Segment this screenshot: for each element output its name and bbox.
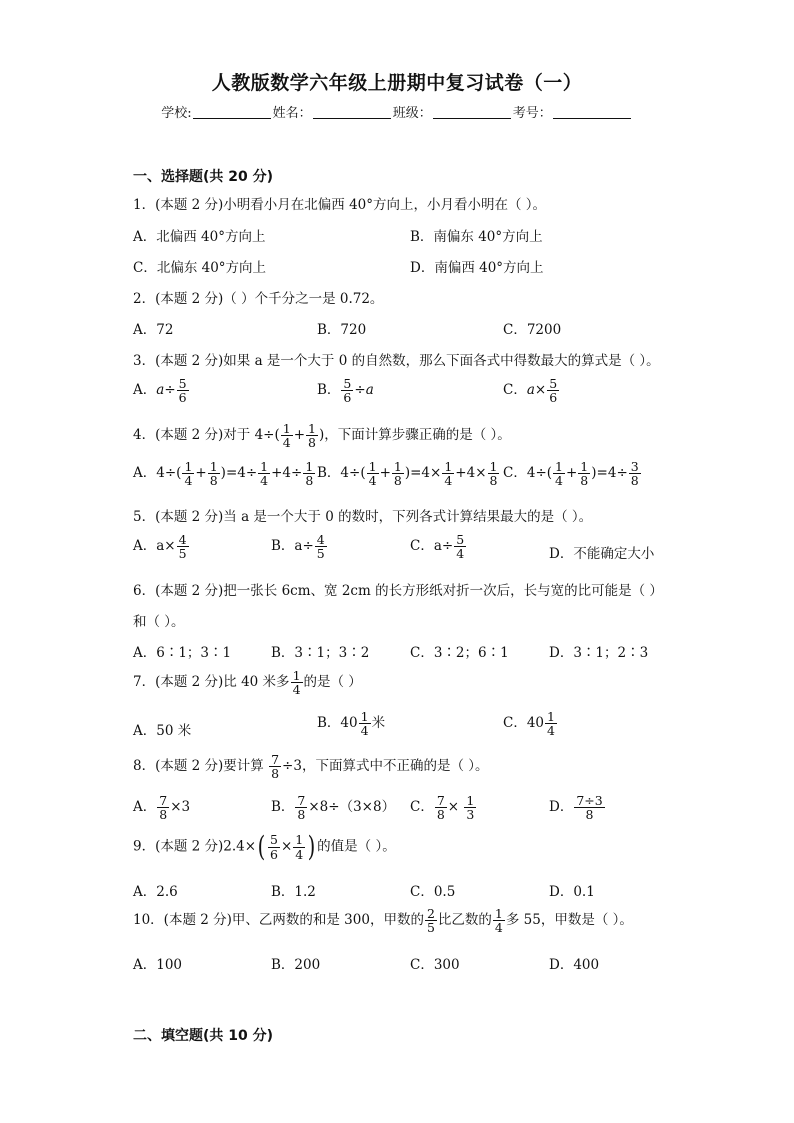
q10-option-d: D．400 <box>549 957 600 973</box>
fraction: $\frac{5}{6}$ <box>549 376 558 406</box>
q5-option-d: D．不能确定大小 <box>549 546 655 562</box>
q3-option-a: A．a÷ $\frac{5}{6}$ <box>133 376 187 406</box>
section-heading-choice: 一、选择题(共 20 分) <box>133 169 274 185</box>
question-6-line-1: 6．(本题 2 分)把一张长 6cm、宽 2cm 的长方形纸对折一次后，长与宽的比可能是（ ） <box>133 583 663 599</box>
q6-option-b: B．3∶1；3∶2 <box>271 645 370 661</box>
fraction: $\frac{5}{6}$ <box>343 376 352 406</box>
q1-option-c: C．北偏东 40°方向上 <box>133 260 267 276</box>
question-10: 10．(本题 2 分)甲、乙两数的和是 300，甲数的 $\frac{2}{5}$ 比乙数的 $\frac{1}{4}$ 多 55，甲数是（ ）。 <box>133 906 633 936</box>
q6-option-d: D．3∶1；2∶3 <box>549 645 649 661</box>
q4-option-c: C．4÷( $\frac{1}{4}$ + $\frac{1}{8}$ )=4÷ $\frac{3}{8}$ <box>503 459 639 489</box>
question-4: 4．(本题 2 分)对于 4÷( $\frac{1}{4}$ + $\frac{1}{8}$ )，下面计算步骤正确的是（ ）。 <box>133 421 511 451</box>
q5-option-c: C．a÷ $\frac{5}{4}$ <box>410 532 465 562</box>
q8-option-b: B． $\frac{7}{8}$ ×8÷（3×8） <box>271 793 396 823</box>
q6-option-c: C．3∶2；6∶1 <box>410 645 509 661</box>
q2-option-b: B．720 <box>317 322 367 338</box>
exam-no-blank <box>553 106 631 119</box>
class-label: 班级： <box>392 106 432 121</box>
school-blank <box>193 106 271 119</box>
q7-option-c: C．40 $\frac{1}{4}$ <box>503 709 555 739</box>
class-blank <box>433 106 511 119</box>
question-9: 9．(本题 2 分)2.4×( $\frac{5}{6}$ × $\frac{1}{4}$ ) 的值是（ ）。 <box>133 830 396 863</box>
q9-option-b: B．1.2 <box>271 884 316 900</box>
question-6-line-2: 和（ ）。 <box>133 614 185 630</box>
q2-option-c: C．7200 <box>503 322 562 338</box>
q2-option-a: A．72 <box>133 322 174 338</box>
question-5: 5．(本题 2 分)当 a 是一个大于 0 的数时，下列各式计算结果最大的是（ ）。 <box>133 509 593 525</box>
name-blank <box>313 106 391 119</box>
q4-option-a: A．4÷( $\frac{1}{4}$ + $\frac{1}{8}$ )=4÷ $\frac{1}{4}$ +4÷ $\frac{1}{8}$ <box>133 459 314 489</box>
q9-option-c: C．0.5 <box>410 884 456 900</box>
q7-option-a: A．50 米 <box>133 723 192 739</box>
q8-option-a: A． $\frac{7}{8}$ ×3 <box>133 793 191 823</box>
q10-option-a: A．100 <box>133 957 183 973</box>
q10-option-b: B．200 <box>271 957 321 973</box>
student-info-line <box>0 102 794 121</box>
question-1: 1．(本题 2 分)小明看小月在北偏西 40°方向上，小月看小明在（ ）。 <box>133 197 547 213</box>
q3-option-b: B． $\frac{5}{6}$ ÷a <box>317 376 374 406</box>
q9-option-d: D．0.1 <box>549 884 595 900</box>
q8-option-d: D． $\frac{7\div 3}{8}$ <box>549 793 603 823</box>
fraction: $\frac{5}{6}$ <box>178 376 187 406</box>
q10-option-c: C．300 <box>410 957 460 973</box>
section-heading-fill: 二、填空题(共 10 分) <box>133 1028 274 1044</box>
page-title: 人教版数学六年级上册期中复习试卷（一） <box>211 72 583 94</box>
question-3: 3．(本题 2 分)如果 a 是一个大于 0 的自然数，那么下面各式中得数最大的算式是（ ）。 <box>133 353 660 369</box>
q1-option-d: D．南偏西 40°方向上 <box>410 260 544 276</box>
exam-no-label: 考号： <box>512 106 552 121</box>
q9-option-a: A．2.6 <box>133 884 178 900</box>
q3-option-c: C．a× $\frac{5}{6}$ <box>503 376 558 406</box>
q5-option-a: A．a× $\frac{4}{5}$ <box>133 532 187 562</box>
question-7: 7．(本题 2 分)比 40 米多 $\frac{1}{4}$ 的是（ ） <box>133 668 362 698</box>
q5-option-b: B．a÷ $\frac{4}{5}$ <box>271 532 325 562</box>
q1-option-a: A．北偏西 40°方向上 <box>133 229 266 245</box>
question-2: 2．(本题 2 分)（ ）个千分之一是 0.72。 <box>133 291 384 307</box>
q8-option-c: C． $\frac{7}{8}$ × $\frac{1}{3}$ <box>410 793 475 823</box>
name-label: 姓名： <box>272 106 312 121</box>
q1-option-b: B．南偏东 40°方向上 <box>410 229 543 245</box>
question-8: 8．(本题 2 分)要计算 $\frac{7}{8}$ ÷3，下面算式中不正确的是（ ）。 <box>133 752 489 782</box>
school-label: 学校: <box>161 106 192 121</box>
q7-option-b: B．40 $\frac{1}{4}$ 米 <box>317 709 386 739</box>
q6-option-a: A．6∶1；3∶1 <box>133 645 232 661</box>
q4-option-b: B．4÷( $\frac{1}{4}$ + $\frac{1}{8}$ )=4× $\frac{1}{4}$ +4× $\frac{1}{8}$ <box>317 459 498 489</box>
